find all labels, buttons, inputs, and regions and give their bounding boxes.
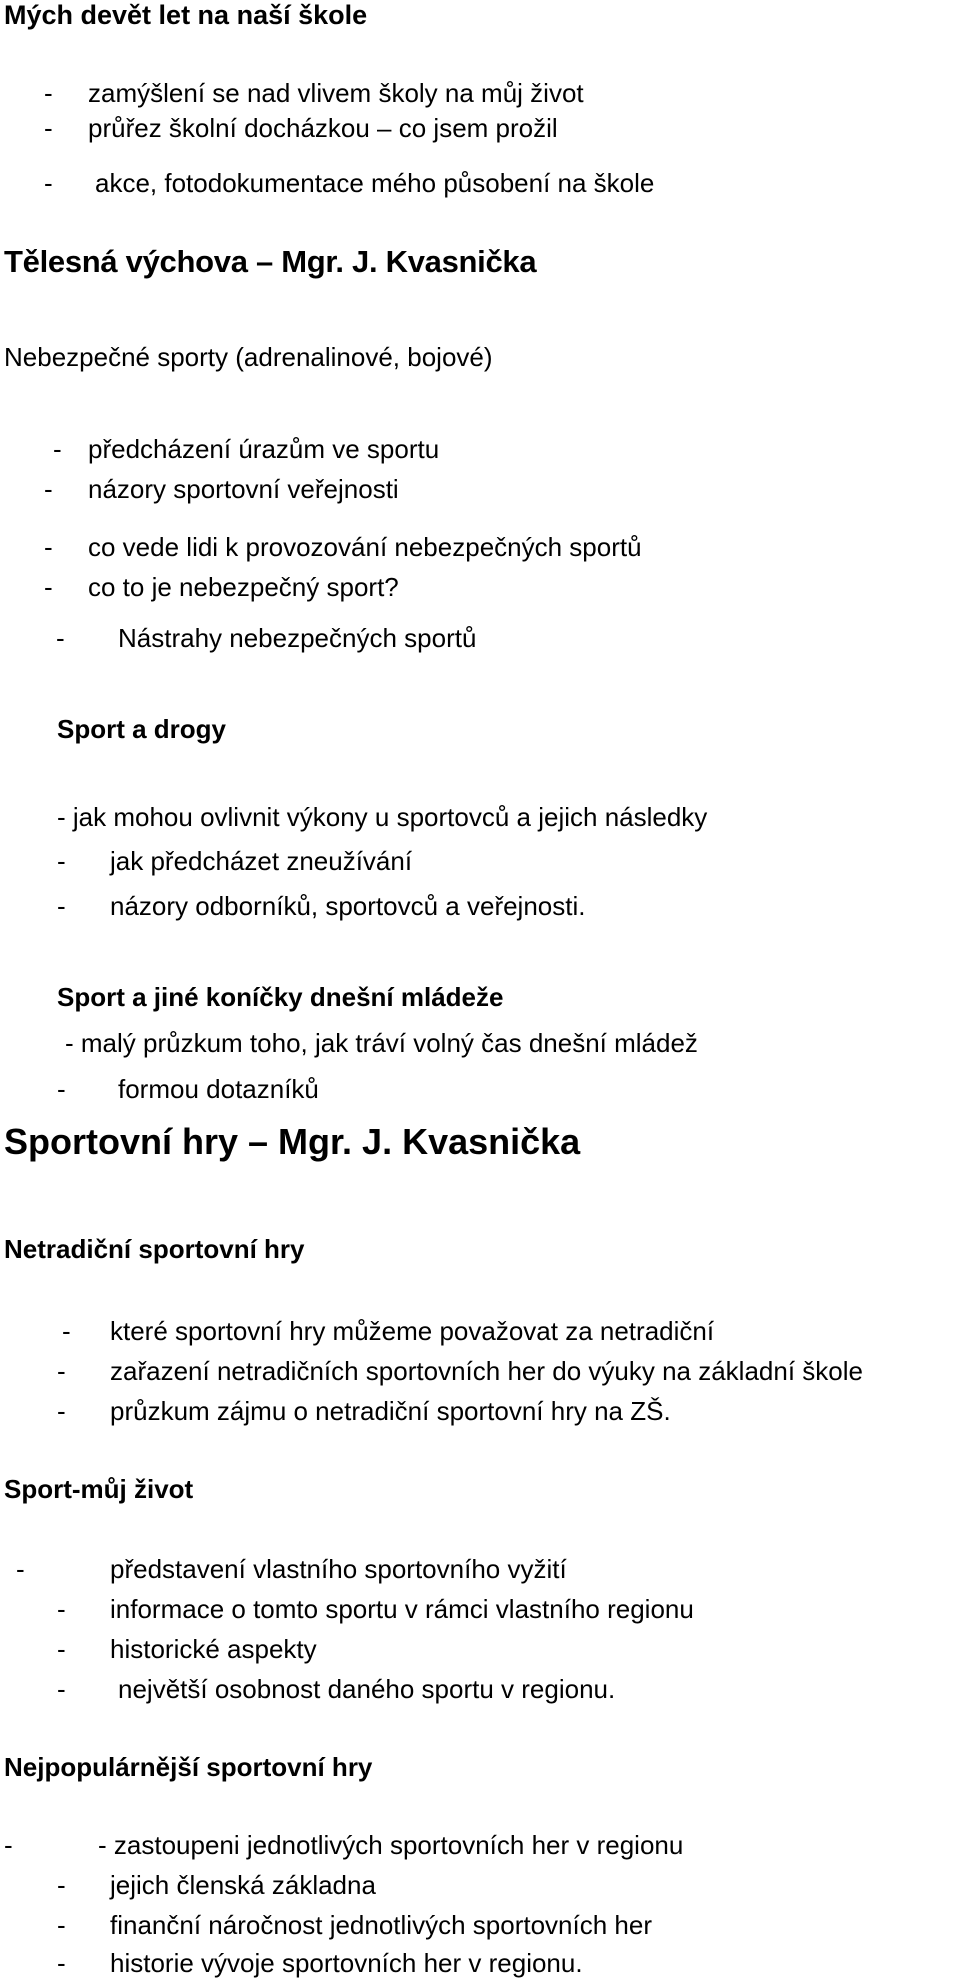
list-dash: - xyxy=(57,1396,66,1426)
list-item-text: co vede lidi k provozování nebezpečných sportů xyxy=(88,532,642,562)
list-dash: - xyxy=(57,1356,66,1386)
list-item-text: názory sportovní veřejnosti xyxy=(88,474,399,504)
subsection-heading: Nejpopulárnější sportovní hry xyxy=(4,1752,373,1782)
list-dash: - xyxy=(44,78,53,108)
list-item xyxy=(57,1596,66,1622)
list-item xyxy=(4,1832,13,1858)
subsection-heading: Sport a jiné koníčky dnešní mládeže xyxy=(57,982,504,1012)
list-dash: - xyxy=(44,168,53,198)
list-item-text: historické aspekty xyxy=(110,1634,317,1664)
list-dash: - xyxy=(57,1674,66,1704)
list-item xyxy=(44,115,53,141)
list-item-text: informace o tomto sportu v rámci vlastního regionu xyxy=(110,1594,694,1624)
list-item xyxy=(57,1358,66,1384)
list-dash: - xyxy=(56,623,65,653)
list-dash: - xyxy=(57,1074,66,1104)
list-dash: - xyxy=(57,1594,66,1624)
list-item-text: průřez školní docházkou – co jsem prožil xyxy=(88,113,558,143)
list-dash: - xyxy=(4,1830,13,1860)
subsection-heading: Sport a drogy xyxy=(57,714,227,744)
list-item xyxy=(57,893,66,919)
list-dash: - xyxy=(44,113,53,143)
list-item-text: průzkum zájmu o netradiční sportovní hry na ZŠ. xyxy=(110,1396,671,1426)
list-dash: - xyxy=(57,1910,66,1940)
list-item-text: akce, fotodokumentace mého působení na škole xyxy=(95,168,655,198)
list-item xyxy=(57,1676,66,1702)
list-item xyxy=(57,1912,66,1938)
list-item-text: zařazení netradičních sportovních her do výuky na základní škole xyxy=(110,1356,863,1386)
list-item xyxy=(44,170,53,196)
list-item xyxy=(44,80,53,106)
list-item-text: názory odborníků, sportovců a veřejnosti. xyxy=(110,891,586,921)
list-dash: - xyxy=(57,1870,66,1900)
list-item xyxy=(57,1636,66,1662)
list-item xyxy=(57,1872,66,1898)
list-item-text: - jak mohou ovlivnit výkony u sportovců a jejich následky xyxy=(57,802,708,832)
subsection-heading: Sport-můj život xyxy=(4,1474,194,1504)
list-dash: - xyxy=(16,1554,25,1584)
list-item-text: - malý průzkum toho, jak tráví volný čas dnešní mládež xyxy=(65,1028,698,1058)
list-item-text: největší osobnost daného sportu v regionu. xyxy=(118,1674,616,1704)
subsection-heading: Nebezpečné sporty (adrenalinové, bojové) xyxy=(4,342,493,372)
list-item xyxy=(62,1318,71,1344)
list-item xyxy=(57,1398,66,1424)
subsection-heading: Netradiční sportovní hry xyxy=(4,1234,305,1264)
list-item xyxy=(53,436,62,462)
list-dash: - xyxy=(44,474,53,504)
list-dash: - xyxy=(57,846,66,876)
section-heading: Tělesná výchova – Mgr. J. Kvasnička xyxy=(4,244,537,279)
list-item xyxy=(57,1950,66,1976)
list-item-text: - zastoupeni jednotlivých sportovních her v regionu xyxy=(98,1830,684,1860)
section-heading: Sportovní hry – Mgr. J. Kvasnička xyxy=(4,1121,581,1162)
list-item-text: představení vlastního sportovního vyžití xyxy=(110,1554,567,1584)
list-item-text: předcházení úrazům ve sportu xyxy=(88,434,440,464)
list-dash: - xyxy=(62,1316,71,1346)
list-item xyxy=(16,1556,25,1582)
list-dash: - xyxy=(44,532,53,562)
list-item xyxy=(57,848,66,874)
list-dash: - xyxy=(57,1948,66,1978)
list-item xyxy=(44,534,53,560)
list-item-text: historie vývoje sportovních her v regionu. xyxy=(110,1948,583,1978)
list-item-text: které sportovní hry můžeme považovat za netradiční xyxy=(110,1316,715,1346)
document-title: Mých devět let na naší škole xyxy=(4,0,368,30)
list-dash: - xyxy=(44,572,53,602)
list-dash: - xyxy=(57,891,66,921)
list-item-text: jejich členská základna xyxy=(110,1870,376,1900)
list-item-text: formou dotazníků xyxy=(118,1074,319,1104)
list-dash: - xyxy=(53,434,62,464)
list-item-text: Nástrahy nebezpečných sportů xyxy=(118,623,477,653)
list-item xyxy=(56,625,65,651)
list-item xyxy=(44,476,53,502)
list-item-text: finanční náročnost jednotlivých sportovních her xyxy=(110,1910,652,1940)
list-item-text: zamýšlení se nad vlivem školy na můj život xyxy=(88,78,584,108)
list-dash: - xyxy=(57,1634,66,1664)
list-item xyxy=(44,574,53,600)
list-item-text: co to je nebezpečný sport? xyxy=(88,572,399,602)
list-item-text: jak předcházet zneužívání xyxy=(110,846,413,876)
list-item xyxy=(57,1076,66,1102)
